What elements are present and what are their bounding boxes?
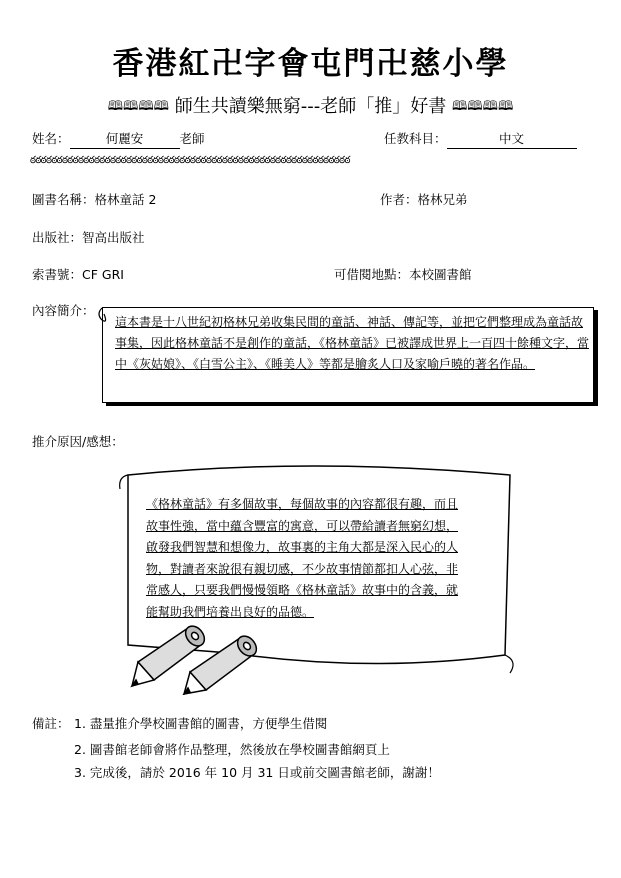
name-label: 姓名： xyxy=(32,131,70,146)
call-number-row xyxy=(32,265,124,283)
author-value: 格林兄弟 xyxy=(417,192,468,207)
subtitle-row xyxy=(0,92,621,119)
subtitle: 師生共讀樂無窮---老師「推」好書 xyxy=(174,96,447,117)
summary-label: 內容簡介： xyxy=(32,303,95,318)
call-number-value: CF GRI xyxy=(82,267,124,282)
notes-label: 備註： xyxy=(32,716,70,731)
book-title-row xyxy=(32,190,156,208)
location-row xyxy=(334,265,472,283)
publisher-label: 出版社： xyxy=(32,230,83,245)
title-value: 格林童話 2 xyxy=(94,192,157,207)
note-item: 3. 完成後，請於 2016 年 10 月 31 日或前交圖書館老師，謝謝！ xyxy=(74,765,440,780)
school-name: 香港紅卍字會屯門卍慈小學 xyxy=(112,46,509,82)
name-value: 何麗安 xyxy=(70,129,180,149)
location-value: 本校圖書館 xyxy=(409,267,472,282)
summary-text: 這本書是十八世紀初格林兄弟收集民間的童話、神話、傳記等，並把它們整理成為童話故事集，因此格林童話不是創作的童話，《格林童話》已被譯成世界上一百四十餘種文字，當中《灰姑娘》、《白雪公主》、《睡美人》等都是膾炙人口及家喻戶曉的著名作品。 xyxy=(115,315,590,371)
author-row xyxy=(380,190,468,208)
teacher-name-row xyxy=(32,129,205,149)
subject-row xyxy=(384,129,577,149)
author-label: 作者： xyxy=(380,192,418,207)
publisher-row xyxy=(32,228,145,246)
note-item: 1. 盡量推介學校圖書館的圖書，方便學生借閱 xyxy=(74,716,328,731)
book-icon: 🕮🕮🕮🕮 xyxy=(107,99,170,114)
title-label: 圖書名稱： xyxy=(32,192,95,207)
name-suffix: 老師 xyxy=(179,131,205,146)
subject-label: 任教科目： xyxy=(384,131,447,146)
reason-text: 《格林童話》有多個故事，每個故事的內容都很有趣，而且故事性強，當中蘊含豐富的寓意，可以帶給讀者無窮幻想，啟發我們智慧和想像力，故事裏的主角大都是深入民心的人物，對讀者來說很有親切感，不少故事情節都扣人心弦，非常感人，只要我們慢慢領略《格林童話》故事中的含義，就能幫助我們培養出良好的品德。 xyxy=(146,497,459,619)
book-icon: 🕮🕮🕮🕮 xyxy=(451,99,514,114)
decorative-divider: ఠఠఠఠఠఠఠఠఠఠఠఠఠఠఠఠఠఠఠఠఠఠఠఠఠఠఠఠఠఠఠఠఠఠఠఠఠఠఠఠఠఠఠఠఠఠఠఠఠఠఠఠఠఠఠఠఠఠఠఠ xyxy=(30,155,350,166)
subject-value: 中文 xyxy=(447,129,577,149)
call-number-label: 索書號： xyxy=(32,267,83,282)
reason-label: 推介原因/感想： xyxy=(32,434,124,449)
note-item: 2. 圖書館老師會將作品整理，然後放在學校圖書館網頁上 xyxy=(74,742,390,757)
publisher-value: 智高出版社 xyxy=(82,230,145,245)
location-label: 可借閱地點： xyxy=(334,267,410,282)
pencils-icon xyxy=(128,600,288,695)
